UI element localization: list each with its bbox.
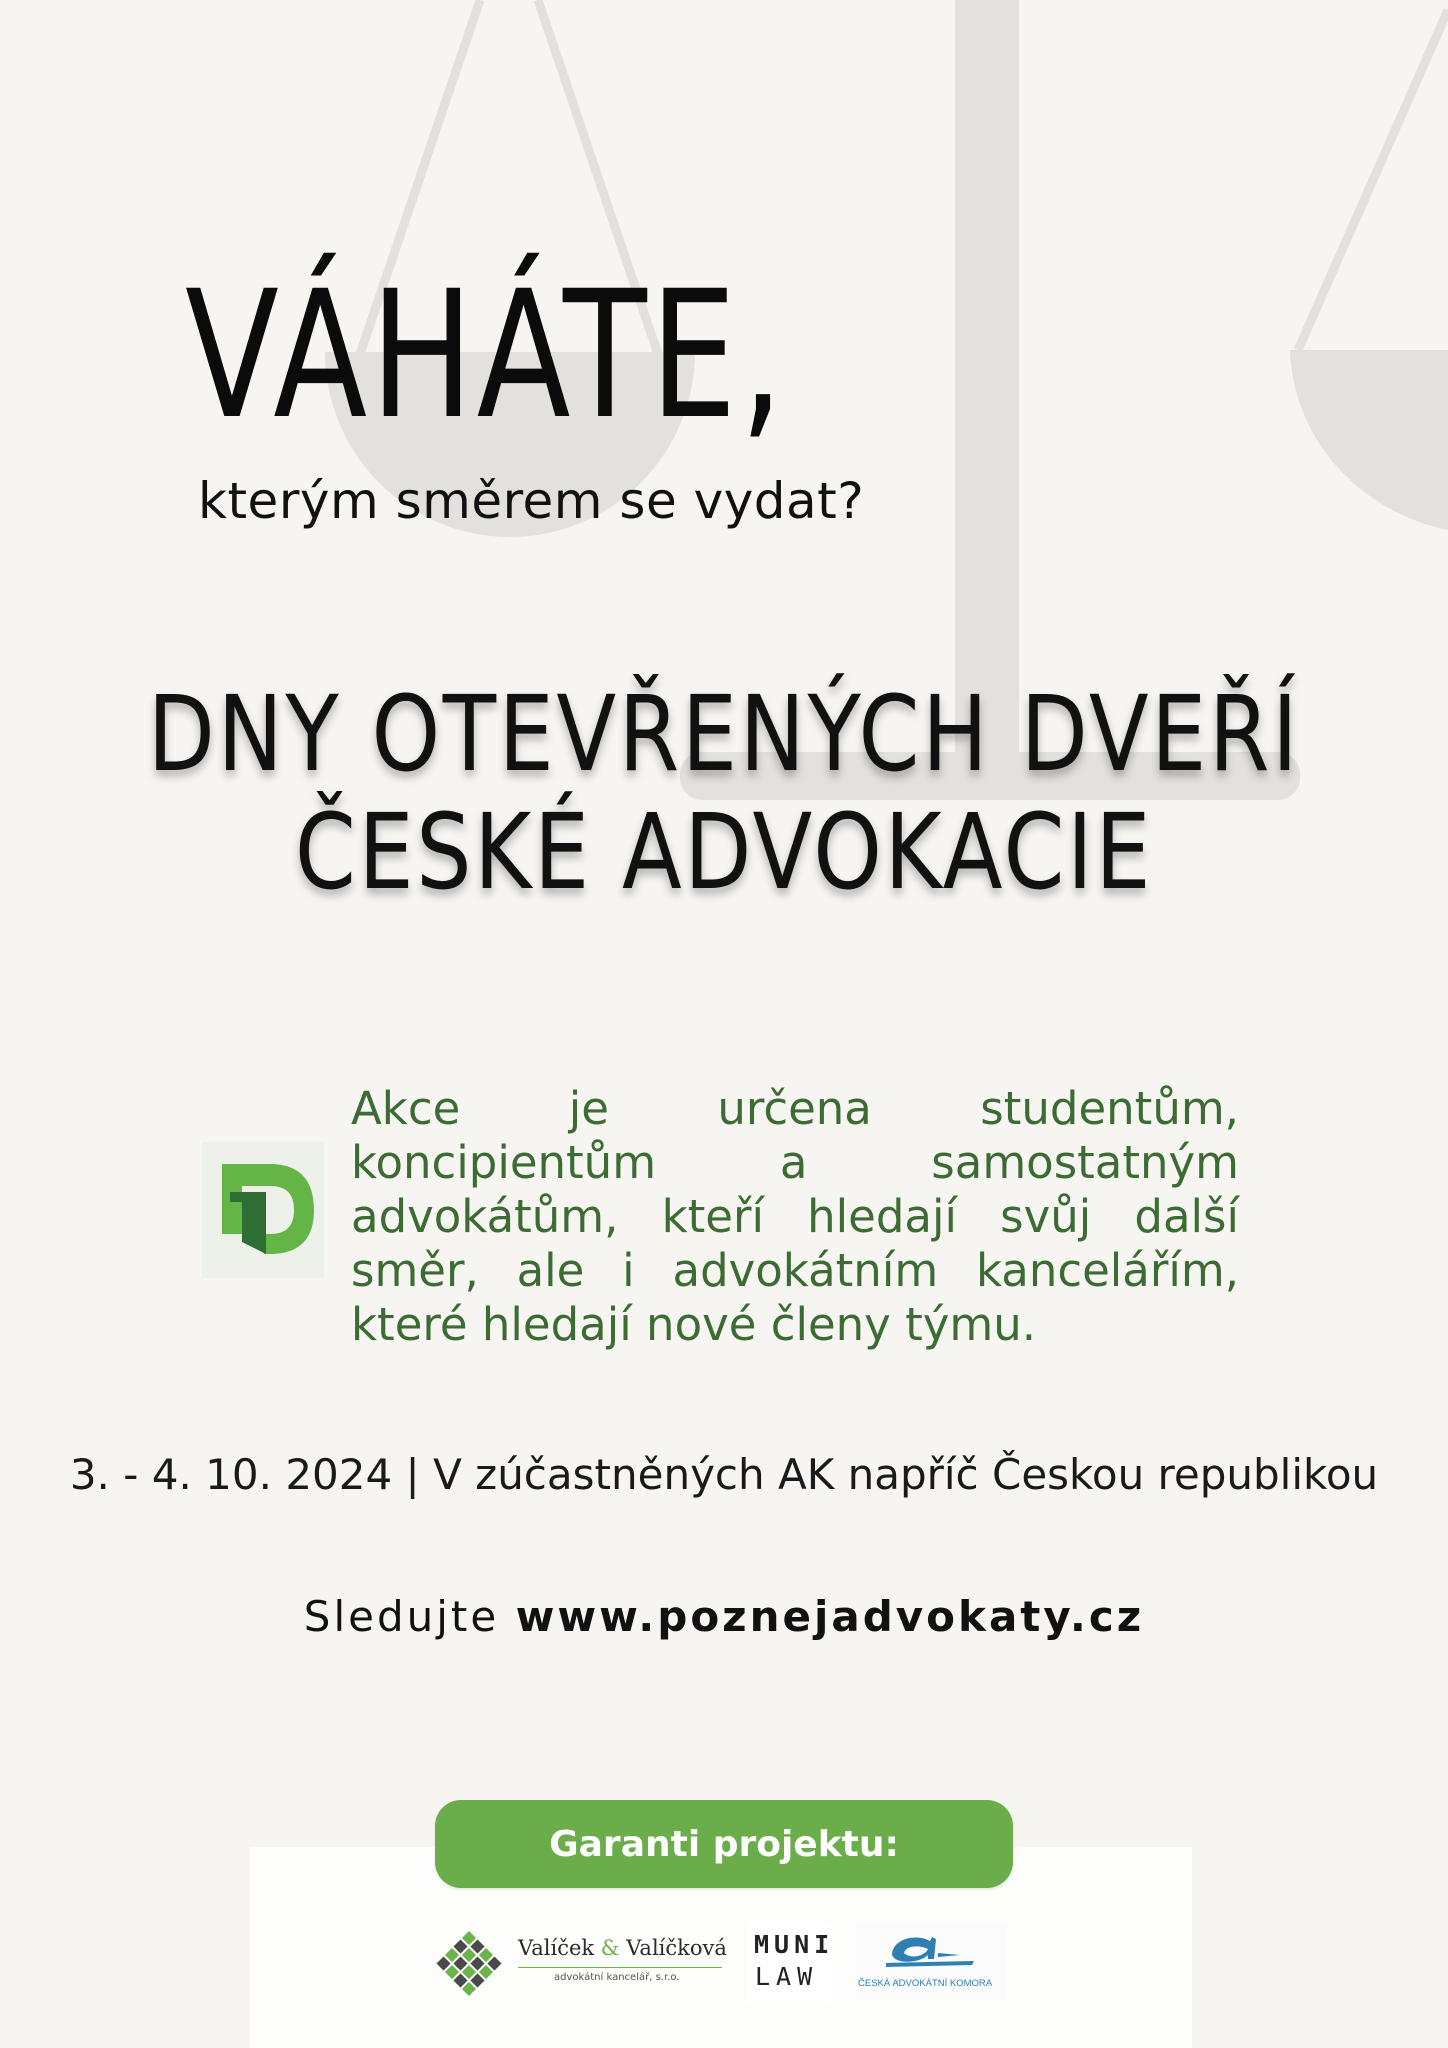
valicek-valickova-logo[interactable] [434,1928,734,2000]
valicek-subtitle: advokátní kancelář, s.r.o. [554,1972,680,1983]
event-title-line-2: ČESKÉ ADVOKACIE [294,791,1154,913]
valicek-name [518,1936,727,1960]
event-description: Akce je určena studentům, koncipientům a samostatným advokátům, kteří hledají svůj další směr, ale i advokátním kancelářím, které hledají nové členy týmu. [351,1082,1239,1351]
cak-emblem-icon [856,1925,1006,1975]
date-and-location: 3. - 4. 10. 2024 | V zúčastněných AK napříč Českou republikou [69,1450,1379,1499]
website-link[interactable]: www.poznejadvokaty.cz [515,1592,1145,1641]
follow-line [0,1592,1448,1641]
green-door-icon [202,1142,324,1278]
muni-law-logo[interactable] [747,1922,835,2002]
cak-logo[interactable] [856,1925,1006,2001]
valicek-name-1: Valíček [518,1936,595,1960]
cak-name: ČESKÁ ADVOKÁTNÍ KOMORA [858,1978,993,1989]
event-title-line-1: DNY OTEVŘENÝCH DVEŘÍ [147,673,1301,795]
follow-prefix: Sledujte [303,1592,500,1641]
valicek-amp: & [600,1936,620,1960]
valicek-name-2: Valíčková [626,1936,727,1960]
muni-logo-top: MUNI [754,1930,835,1959]
muni-logo-bottom: LAW [755,1962,819,1991]
subheadline: kterým směrem se vydat? [198,472,865,530]
diamond-grid-icon [434,1928,504,1998]
headline: VÁHÁTE, [185,253,787,458]
event-title [0,675,1448,911]
valicek-divider [518,1967,722,1968]
guarantors-label: Garanti projektu: [435,1800,1013,1888]
